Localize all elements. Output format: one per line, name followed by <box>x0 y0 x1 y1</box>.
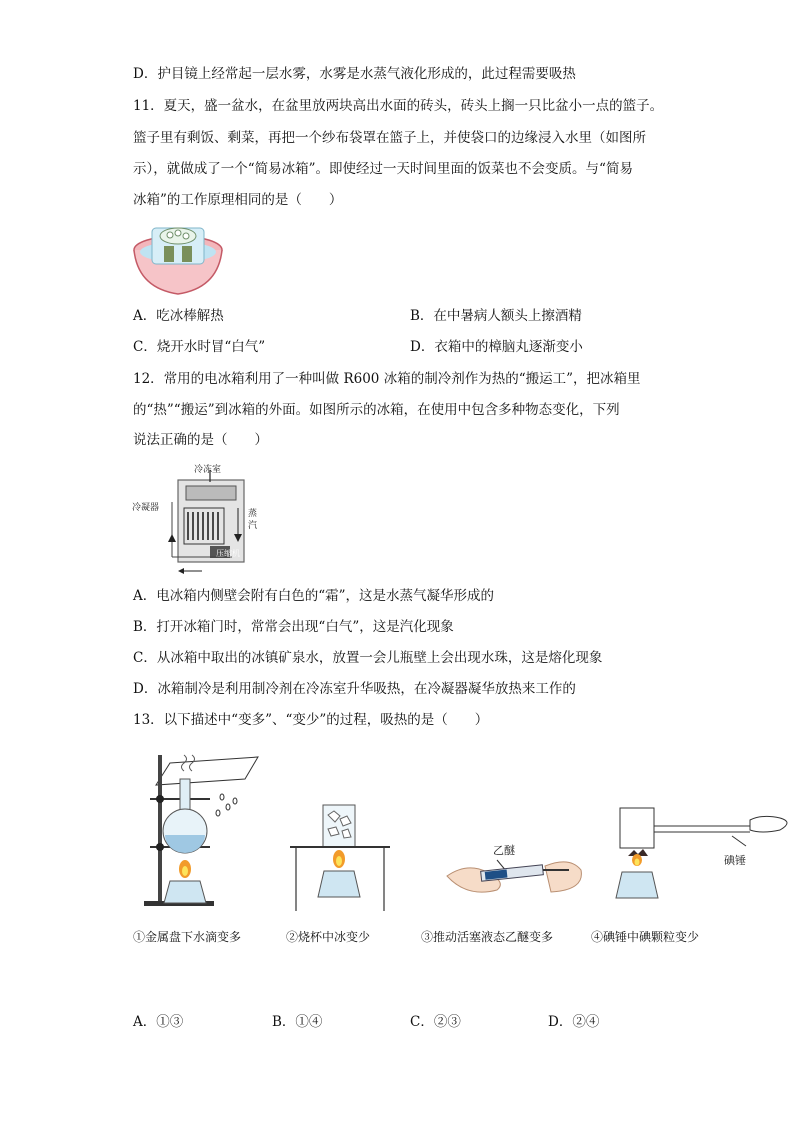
freezer-label: 冷冻室 <box>194 465 222 475</box>
caption-1: ①金属盘下水滴变多 <box>133 930 242 944</box>
q10-option-d: D．护目镜上经常起一层水雾，水雾是水蒸气液化形成的，此过程需要吸热 <box>133 66 576 82</box>
q12-stem-line-1: 12．常用的电冰箱利用了一种叫做 R600 冰箱的制冷剂作为热的“搬运工”，把冰箱里 <box>133 371 641 387</box>
q13-option-a: A．①③ <box>133 1014 184 1030</box>
caption-2: ②烧杯中冰变少 <box>286 930 371 944</box>
evaporator-label-2: 汽 <box>248 521 258 531</box>
iodine-hammer-label: 碘锤 <box>724 854 746 867</box>
experiment-2-figure <box>288 803 393 913</box>
evaporator-label-1: 蒸 <box>248 509 258 519</box>
q13-option-d: D．②④ <box>548 1014 600 1030</box>
experiment-3-figure <box>445 838 585 900</box>
ether-label: 乙醚 <box>493 844 515 857</box>
compressor-label: 压缩机 <box>216 549 240 558</box>
q13-option-c: C．②③ <box>410 1014 461 1030</box>
q11-stem-line-3: 示），就做成了一个“简易冰箱”。即使经过一天时间里面的饭菜也不会变质。与“简易 <box>133 161 633 177</box>
experiment-1-figure <box>140 735 265 910</box>
q12-option-a: A．电冰箱内侧壁会附有白色的“霜”，这是水蒸气凝华形成的 <box>133 588 495 604</box>
q11-option-a: A．吃冰棒解热 <box>133 308 224 324</box>
q12-stem-line-3: 说法正确的是（ ） <box>133 432 268 448</box>
q12-option-b: B．打开冰箱门时，常常会出现“白气”，这是汽化现象 <box>133 619 454 635</box>
q11-stem-line-1: 11．夏天，盛一盆水，在盆里放两块高出水面的砖头，砖头上搁一只比盆小一点的篮子。 <box>133 98 664 114</box>
caption-3: ③推动活塞液态乙醚变多 <box>421 930 554 944</box>
q13-stem: 13．以下描述中“变多”、“变少”的过程，吸热的是（ ） <box>133 712 489 728</box>
q11-stem-line-4: 冰箱”的工作原理相同的是（ ） <box>133 192 343 208</box>
simple-fridge-figure <box>130 222 226 300</box>
refrigerator-diagram <box>132 460 272 575</box>
q13-option-b: B．①④ <box>272 1014 323 1030</box>
q12-option-c: C．从冰箱中取出的冰镇矿泉水，放置一会儿瓶壁上会出现水珠，这是熔化现象 <box>133 650 603 666</box>
caption-4: ④碘锤中碘颗粒变少 <box>591 930 700 944</box>
q11-stem-line-2: 篮子里有剩饭、剩菜，再把一个纱布袋罩在篮子上，并使袋口的边缘浸入水里（如图所 <box>133 130 646 146</box>
q12-stem-line-2: 的“热”“搬运”到冰箱的外面。如图所示的冰箱，在使用中包含多种物态变化，下列 <box>133 402 620 418</box>
experiment-4-figure <box>612 806 794 912</box>
q11-option-c: C．烧开水时冒“白气” <box>133 339 266 355</box>
condenser-label: 冷凝器 <box>132 503 160 513</box>
q12-option-d: D．冰箱制冷是利用制冷剂在冷冻室升华吸热，在冷凝器凝华放热来工作的 <box>133 681 576 697</box>
q11-option-d: D．衣箱中的樟脑丸逐渐变小 <box>410 339 583 355</box>
q11-option-b: B．在中暑病人额头上擦酒精 <box>410 308 582 324</box>
